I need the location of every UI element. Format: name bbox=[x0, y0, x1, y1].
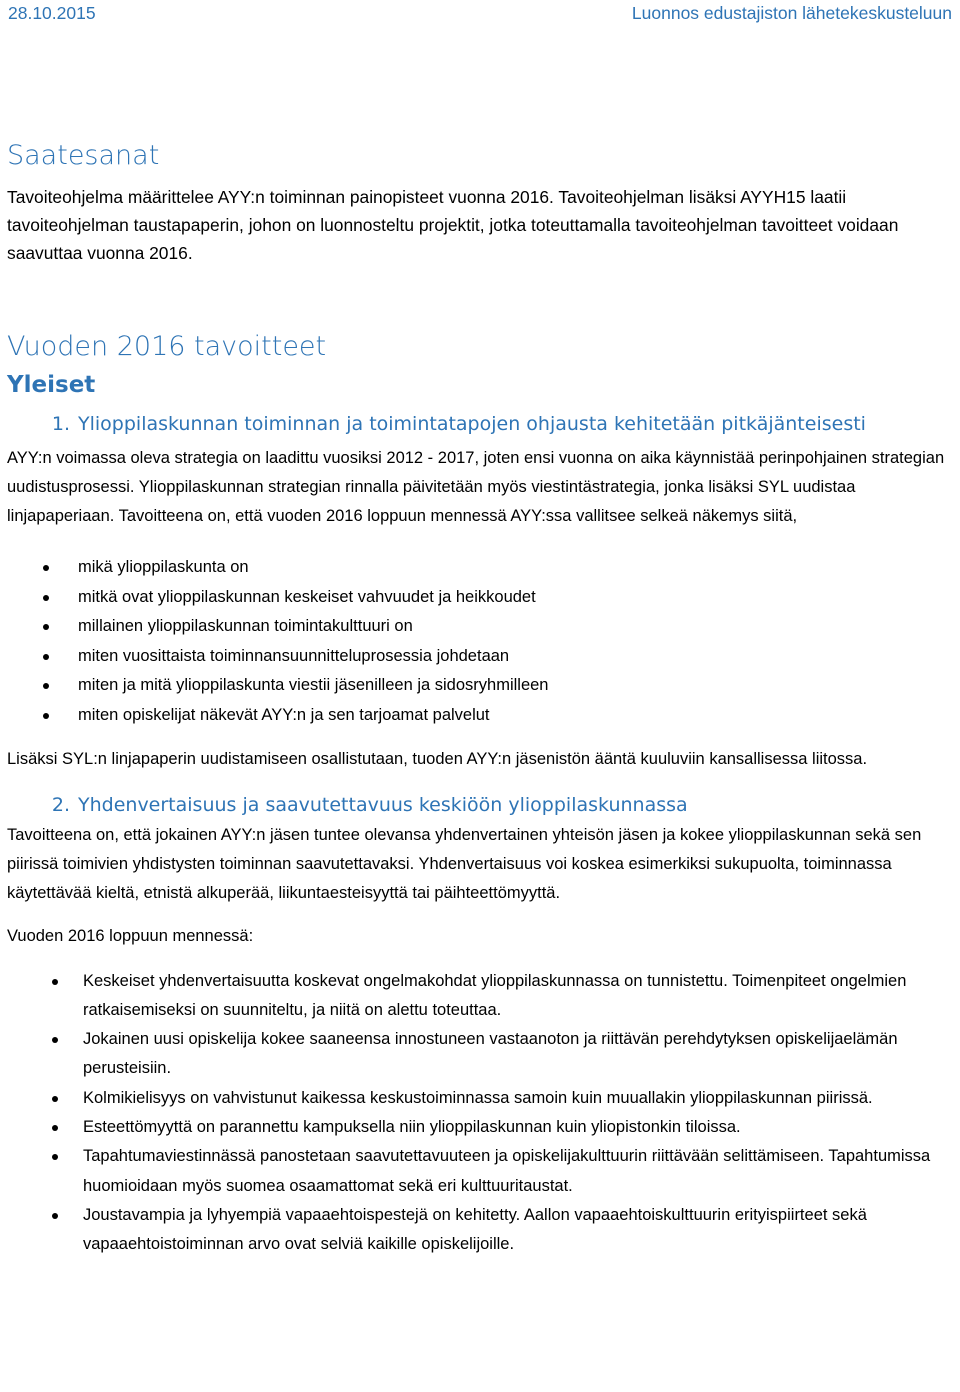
section1-title: Ylioppilaskunnan toiminnan ja toimintatapojen ohjausta kehitetään pitkäjänteisesti bbox=[78, 413, 866, 435]
section1-heading bbox=[7, 411, 952, 438]
list-item: Esteettömyyttä on parannettu kampuksella niin ylioppilaskunnan kuin yliopistonkin tiloissa. bbox=[7, 1113, 952, 1142]
header-document-title: Luonnos edustajiston lähetekeskusteluun bbox=[631, 3, 952, 23]
list-item: Kolmikielisyys on vahvistunut kaikessa keskustoiminnassa samoin kuin muuallakin ylioppilaskunnan piirissä. bbox=[7, 1084, 952, 1113]
document-body bbox=[7, 136, 952, 1260]
section2-title: Yhdenvertaisuus ja saavutettavuus keskiöön ylioppilaskunnassa bbox=[78, 793, 688, 816]
section1-intro: AYY:n voimassa oleva strategia on laadittu vuosiksi 2012 - 2017, joten ensi vuonna on aika käynnistää perinpohjainen strategian uudistusprosessi. Ylioppilaskunnan strategian rinnalla päivitetään myös viestintästrategia, jonka lisäksi SYL uudistaa linjapaperiaan. Tavoitteena on, että vuoden 2016 loppuun mennessä AYY:ssa vallitsee selkeä näkemys siitä, bbox=[7, 449, 945, 525]
section2-deadline: Vuoden 2016 loppuun mennessä: bbox=[7, 926, 254, 945]
saatesanat-heading: Saatesanat bbox=[7, 140, 160, 171]
list-item: Joustavampia ja lyhyempiä vapaaehtoispestejä on kehitetty. Aallon vapaaehtoiskulttuurin erityispiirteet sekä vapaaehtoistoiminnan arvo ovat selviä kaikille opiskelijoille. bbox=[7, 1201, 952, 1260]
section2-heading bbox=[7, 792, 952, 819]
section1-outro: Lisäksi SYL:n linjapaperin uudistamiseen osallistutaan, tuoden AYY:n jäsenistön ääntä kuuluviin kansallisessa liitossa. bbox=[7, 749, 868, 768]
section2-bullet-list bbox=[7, 967, 952, 1260]
saatesanat-paragraph: Tavoiteohjelma määrittelee AYY:n toiminnan painopisteet vuonna 2016. Tavoiteohjelman lisäksi AYYH15 laatii tavoiteohjelman taustapaperin, johon on luonnosteltu projektit, jotka toteuttamalla tavoiteohjelman tavoitteet voidaan saavuttaa vuonna 2016. bbox=[7, 187, 899, 263]
section1-bullet-list bbox=[7, 553, 952, 731]
page-header bbox=[8, 3, 952, 25]
goals-heading: Vuoden 2016 tavoitteet bbox=[7, 331, 327, 362]
section2-intro: Tavoitteena on, että jokainen AYY:n jäsen tuntee olevansa yhdenvertainen yhteisön jäsen ja kokee ylioppilaskunnan sekä sen piirissä toimivien yhdistysten toiminnan saavutettavaksi. Yhdenvertaisuus voi koskea esimerkiksi sukupuolta, toiminnassa käytettävää kieltä, etnistä alkuperää, liikuntaesteisyyttä tai päihteettömyyttä. bbox=[7, 825, 922, 902]
list-item: millainen ylioppilaskunnan toimintakulttuuri on bbox=[7, 612, 952, 642]
list-item: Jokainen uusi opiskelija kokee saaneensa innostuneen vastaanoton ja riittävän perehdytyksen opiskelijaelämän perusteisiin. bbox=[7, 1025, 952, 1084]
header-date: 28.10.2015 bbox=[8, 3, 96, 23]
list-item: miten opiskelijat näkevät AYY:n ja sen tarjoamat palvelut bbox=[7, 701, 952, 731]
section2-number: 2. bbox=[51, 793, 70, 816]
goals-subheading: Yleiset bbox=[7, 372, 96, 398]
list-item: miten ja mitä ylioppilaskunta viestii jäsenilleen ja sidosryhmilleen bbox=[7, 671, 952, 701]
list-item: mikä ylioppilaskunta on bbox=[7, 553, 952, 583]
list-item: Tapahtumaviestinnässä panostetaan saavutettavuuteen ja opiskelijakulttuurin riittävään selittämiseen. Tapahtumissa huomioidaan myös suomea osaamattomat sekä eri kulttuuritaustat. bbox=[7, 1142, 952, 1201]
list-item: miten vuosittaista toiminnansuunnitteluprosessia johdetaan bbox=[7, 642, 952, 672]
section1-number: 1. bbox=[51, 413, 70, 435]
list-item: mitkä ovat ylioppilaskunnan keskeiset vahvuudet ja heikkoudet bbox=[7, 583, 952, 613]
list-item: Keskeiset yhdenvertaisuutta koskevat ongelmakohdat ylioppilaskunnassa on tunnistettu. Toimenpiteet ongelmien ratkaisemiseksi on suunniteltu, ja niitä on alettu toteuttaa. bbox=[7, 967, 952, 1026]
